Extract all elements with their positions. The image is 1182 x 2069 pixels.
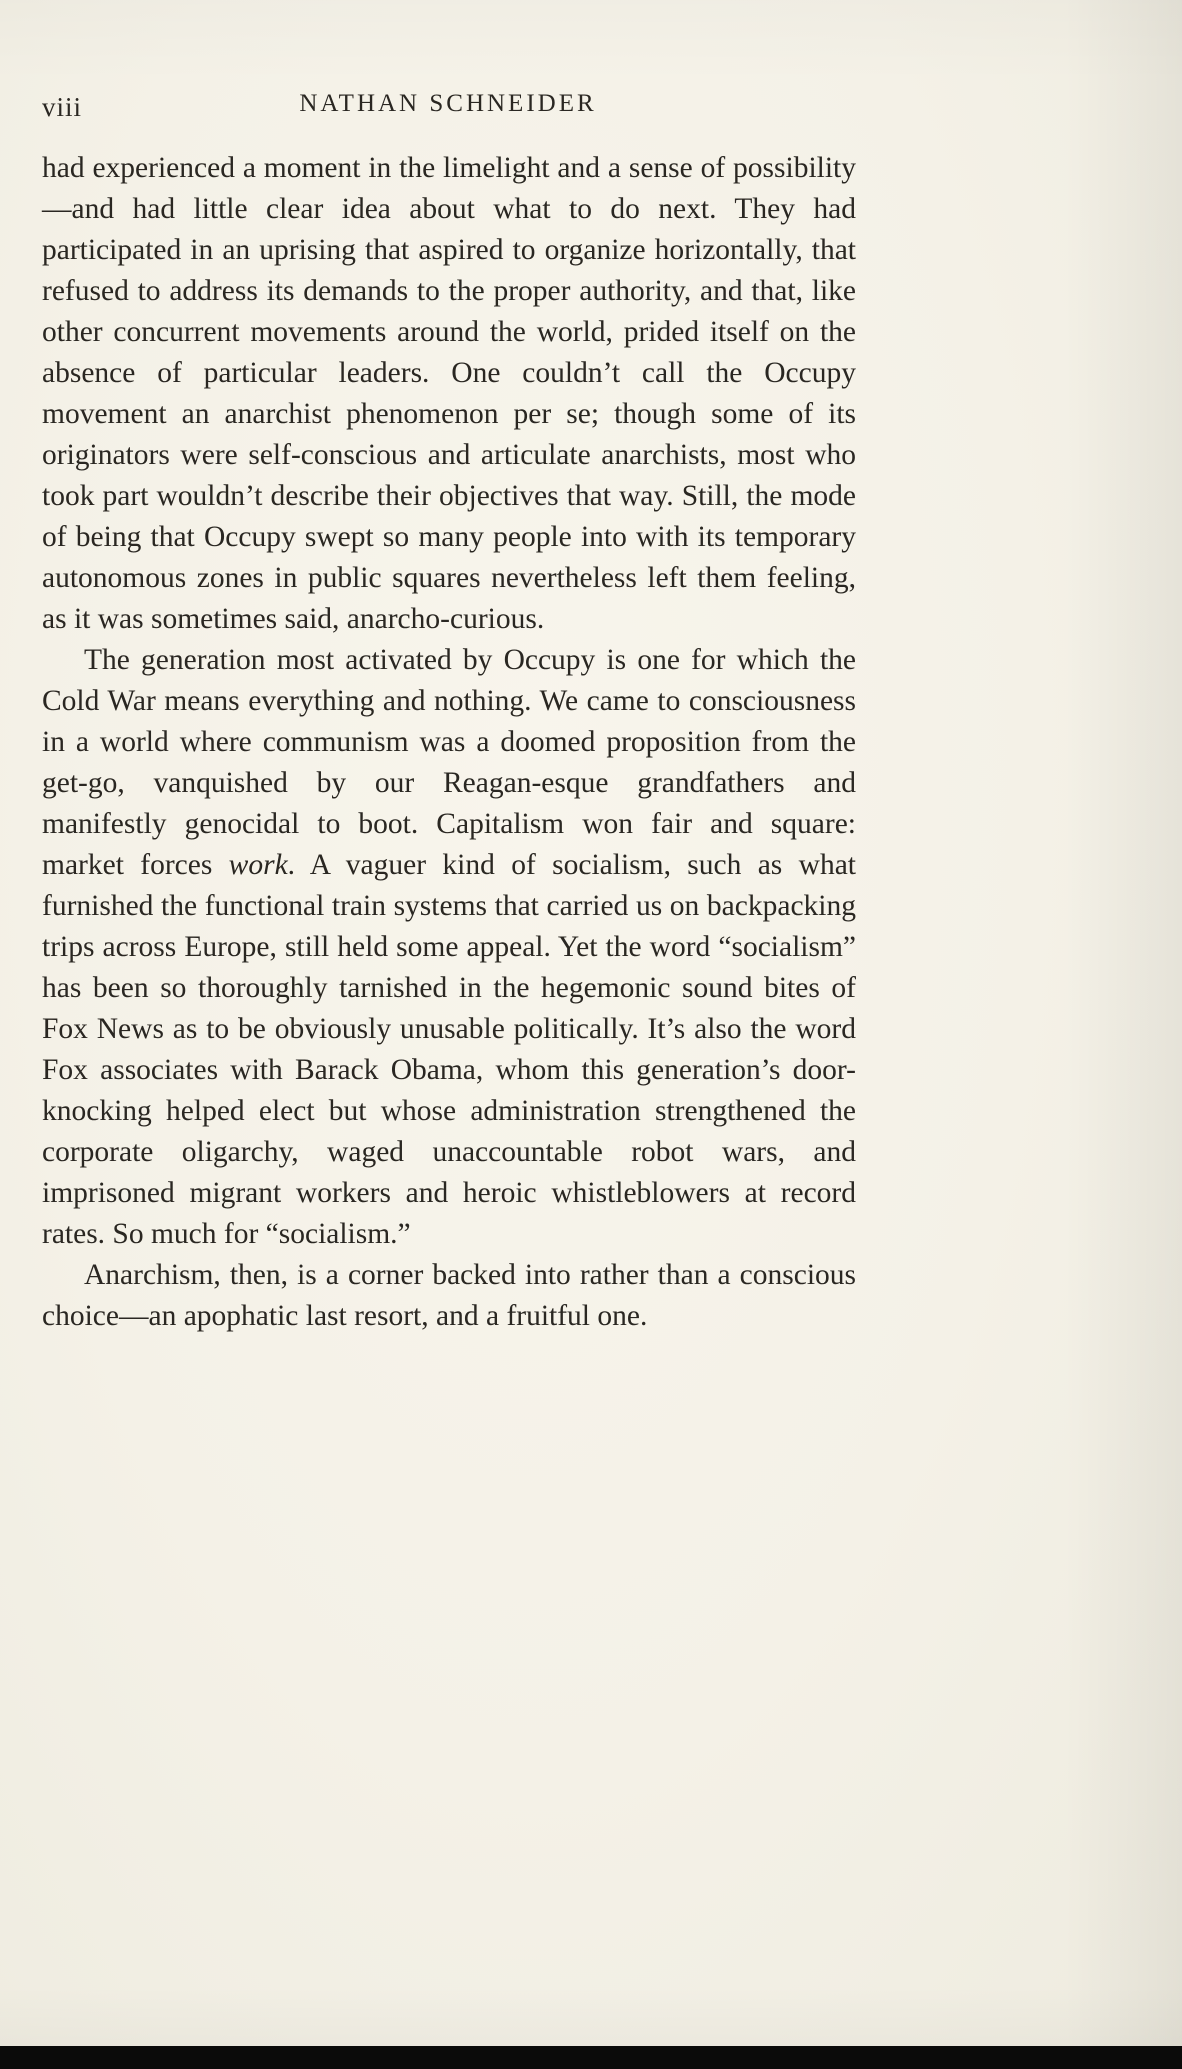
paragraph-3: Anarchism, then, is a corner backed into rather than a conscious choice—an apophatic last resort, and a fruitful one. (42, 1259, 856, 1332)
page-header (42, 90, 854, 124)
page-number: viii (42, 92, 83, 122)
scan-edge-bar (0, 2046, 1182, 2069)
body-text (42, 148, 856, 1337)
running-head: NATHAN SCHNEIDER (299, 90, 597, 117)
paragraph-1: had experienced a moment in the limelight and a sense of possibility—and had little clear idea about what to do next. They had participated in an uprising that aspired to organize horizontally, that refused to address its demands to the proper authority, and that, like other concurrent movements around the world, prided itself on the absence of particular leaders. One couldn’t call the Occupy movement an anarchist phenomenon per se; though some of its originators were self-conscious and articulate anarchists, most who took part wouldn’t describe their objectives that way. Still, the mode of being that Occupy swept so many people into with its temporary autonomous zones in public squares nevertheless left them feeling, as it was sometimes said, anarcho-curious. (42, 152, 856, 635)
paragraph-2: The generation most activated by Occupy is one for which the Cold War means everything and nothing. We came to consciousness in a world where communism was a doomed proposition from the get-go, vanquished by our Reagan-esque grandfathers and manifestly genocidal to boot. Capitalism won fair and square: market forces work. A vaguer kind of socialism, such as what furnished the functional train systems that carried us on backpacking trips across Europe, still held some appeal. Yet the word “socialism” has been so thoroughly tarnished in the hegemonic sound bites of Fox News as to be obviously unusable politically. It’s also the word Fox associates with Barack Obama, whom this generation’s door-knocking helped elect but whose administration strengthened the corporate oligarchy, waged unaccountable robot wars, and imprisoned migrant workers and heroic whistleblowers at record rates. So much for “socialism.” (42, 644, 856, 1250)
